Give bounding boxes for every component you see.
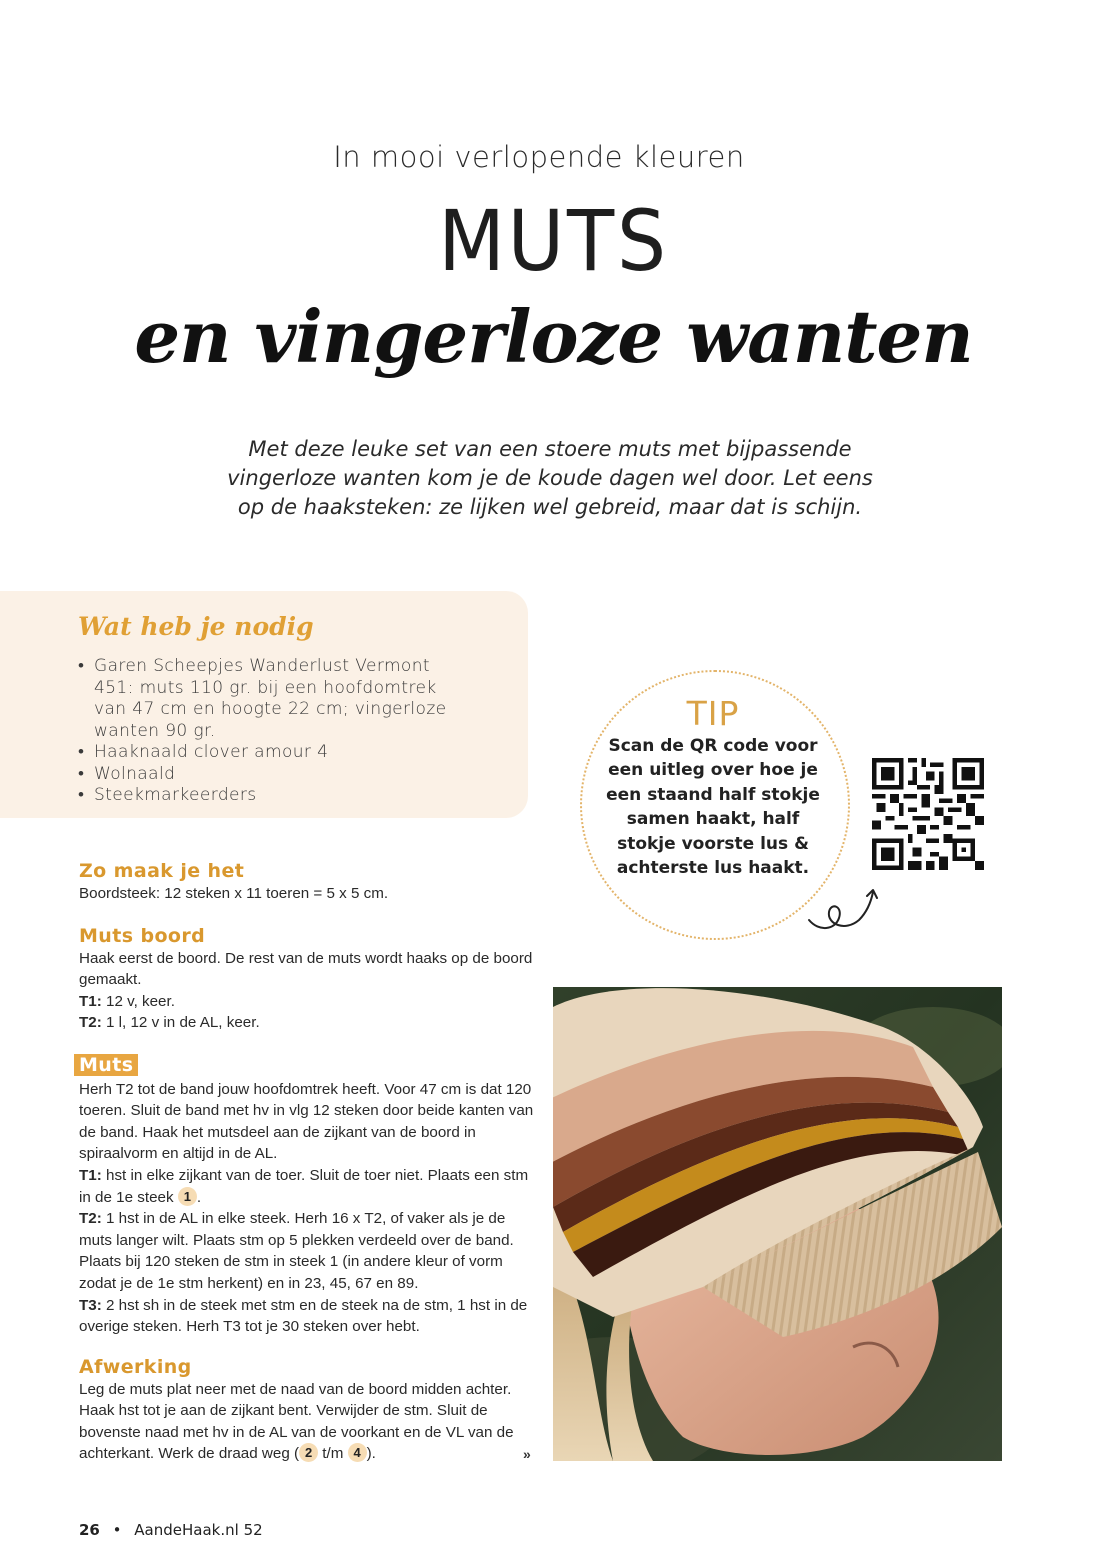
round-line [79,1295,534,1338]
paragraph: Haak eerst de boord. De rest van de muts wordt haaks op de boord gemaakt. [79,949,533,989]
intro-text: Met deze leuke set van een stoere muts met bijpassende vingerloze wanten kom je de koude dagen wel door. Let eens op de haaksteken: ze lijken wel gebreid, maar dat is schijn. [227,437,873,519]
round-text: hst in elke zijkant van de toer. Sluit de toer niet. Plaats een stm in de 1e steek [79,1166,529,1206]
section-heading: Afwerking [79,1356,192,1378]
round-text: 2 hst sh in de steek met stm en de steek na de stm, 1 hst in de overige steken. Herh T3 tot je 30 steken over hebt. [79,1296,528,1336]
kicker: In mooi verlopende kleuren [333,140,745,174]
list-item: • Wolnaald [78,764,469,786]
round-text: 1 hst in de AL in elke steek. Herh 16 x T2, of vaker als je de muts langer wilt. Plaats stm op 5 plekken verdeeld over de band. Plaats bij 120 steken de stm in steek 1 (in andere kleur of vorm zodat je de 1e stm herkent) en in 23, 45, 67 en 89. [79,1210,514,1292]
step-badge: 2 [299,1443,318,1462]
step-badge: 4 [348,1443,367,1462]
round-label: T1: [79,992,102,1010]
materials-list [78,656,469,807]
round-text-end: . [196,1188,202,1206]
round-line [79,1165,534,1208]
instructions-intro [79,861,534,904]
magazine-name: AandeHaak.nl 52 [134,1521,263,1539]
round-label: T2: [79,1014,102,1032]
footer-bullet: • [112,1521,122,1539]
paragraph-text: t/m [318,1445,348,1463]
qr-code-icon[interactable] [872,758,984,870]
round-line [79,1208,534,1294]
round-text: 1 l, 12 v in de AL, keer. [101,1014,260,1032]
hat-photo [553,987,1002,1461]
tip-title: TIP [686,694,740,733]
round-line [79,1012,534,1034]
section-heading: Muts [74,1054,138,1076]
round-text: 12 v, keer. [101,992,175,1010]
section-muts [79,1054,534,1338]
list-item: • Garen Scheepjes Wanderlust Vermont 451: muts 110 gr. bij een hoofdomtrek van 47 cm en hoogte 22 cm; vingerloze wanten 90 gr. [78,656,469,742]
paragraph: Herh T2 tot de band jouw hoofdomtrek heeft. Voor 47 cm is dat 120 toeren. Sluit de band met hv in vlg 12 steken door beide kanten van de band. Haak het mutsdeel aan de zijkant van de boord in spiraalvorm en altijd in de AL. [79,1080,534,1163]
page-number: 26 [79,1521,100,1539]
round-line [79,991,534,1013]
continue-arrows: » [523,1446,531,1462]
round-label: T2: [79,1210,102,1228]
section-boord [79,926,534,1034]
list-item: • Haaknaald clover amour 4 [78,742,469,764]
round-label: T3: [79,1296,102,1314]
paragraph [79,1379,534,1465]
step-badge: 1 [178,1187,197,1206]
materials-title: Wat heb je nodig [78,612,314,641]
paragraph-text: Leg de muts plat neer met de naad van de boord midden achter. Haak hst tot je aan de zijkant bent. Verwijder de stm. Sluit de bovenste naad met hv in de AL van de voorkant en de VL van de achterkant. Werk de draad weg ( [79,1380,514,1463]
paragraph-text: ). [366,1445,376,1463]
page-footer [79,1521,263,1539]
section-heading: Zo maak je het [79,860,245,882]
page-title: MUTS [438,192,669,290]
list-item: • Steekmarkeerders [78,785,469,807]
gauge-text: Boordsteek: 12 steken x 11 toeren = 5 x 5 cm. [79,884,389,902]
round-label: T1: [79,1166,102,1184]
section-heading: Muts boord [79,925,206,947]
tip-text: Scan de QR code voor een uitleg over hoe je een staand half stokje samen haakt, half stokje voorste lus & achterste lus haakt. [606,736,820,879]
section-afwerking [79,1357,534,1465]
page-subtitle: en vingerloze wanten [134,294,973,379]
curly-arrow-icon [805,880,885,936]
